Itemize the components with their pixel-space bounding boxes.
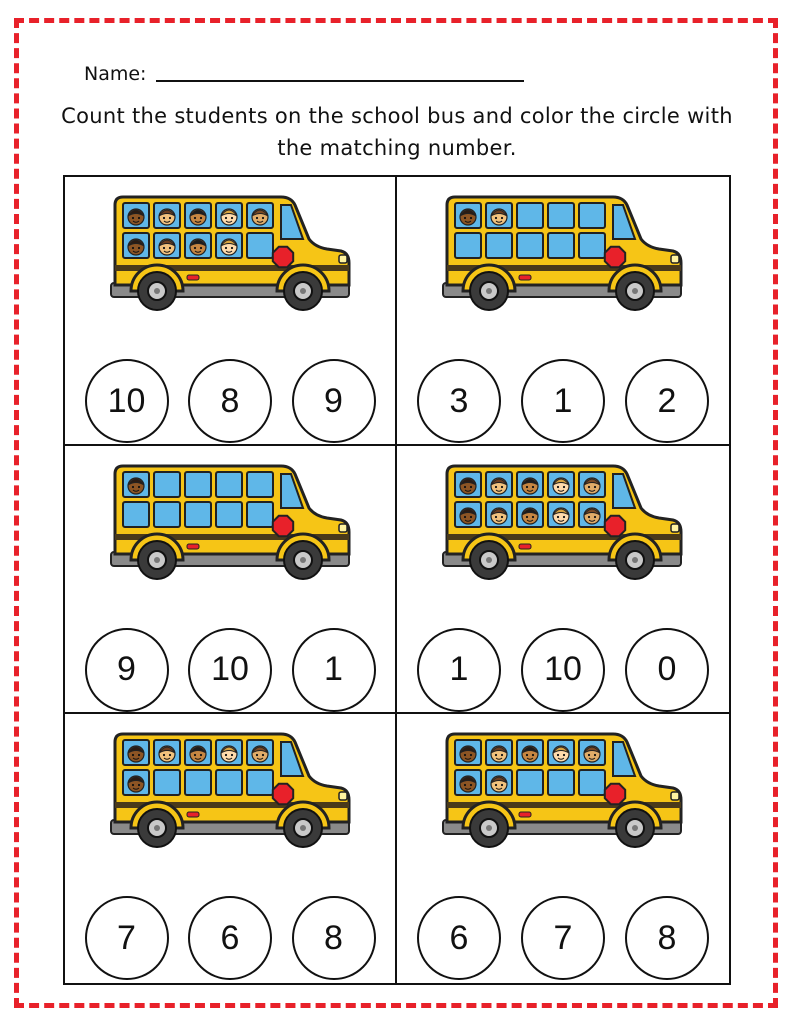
bus-window [154,472,180,497]
stop-sign-icon [273,784,293,804]
student-face [221,746,237,762]
school-bus-icon [437,460,689,600]
student-face [491,478,507,494]
student-face [491,746,507,762]
bus-window [185,770,211,795]
school-bus-icon [437,191,689,331]
bus-window [548,203,574,228]
answer-circle[interactable]: 6 [188,896,272,980]
answer-circle[interactable]: 7 [521,896,605,980]
student-face [159,209,175,225]
counting-grid [63,175,731,985]
counting-cell [65,446,397,715]
student-face [190,209,206,225]
bus-window [579,770,605,795]
counting-cell [397,177,729,446]
counting-cell [397,714,729,983]
bus-window [154,502,180,527]
bus-window [185,502,211,527]
answer-circle[interactable]: 3 [417,359,501,443]
student-face [128,209,144,225]
student-face [553,746,569,762]
student-face [128,239,144,255]
counting-cell [65,714,397,983]
student-face [584,508,600,524]
student-face [252,746,268,762]
student-face [159,239,175,255]
answer-circle[interactable]: 9 [292,359,376,443]
student-face [553,478,569,494]
student-face [491,508,507,524]
student-face [522,478,538,494]
student-face [584,746,600,762]
instructions: Count the students on the school bus and color the circle with the matching number. [61,104,733,160]
student-face [190,239,206,255]
headlight [671,792,679,800]
bus-window [216,502,242,527]
name-label: Name: [84,63,147,85]
answer-choices [397,359,729,443]
student-face [522,508,538,524]
stop-sign-icon [273,515,293,535]
bus-window [517,770,543,795]
student-face [522,746,538,762]
answer-circle[interactable]: 6 [417,896,501,980]
bus-window [455,233,481,258]
student-face [553,508,569,524]
student-face [252,209,268,225]
answer-choices [397,628,729,712]
student-face [460,478,476,494]
bus-window [517,233,543,258]
school-bus-icon [105,191,357,331]
headlight [671,255,679,263]
answer-circle[interactable]: 1 [521,359,605,443]
student-face [491,776,507,792]
answer-choices [65,359,395,443]
bus-window [216,770,242,795]
student-face [460,209,476,225]
answer-choices [65,628,395,712]
answer-circle[interactable]: 0 [625,628,709,712]
answer-circle[interactable]: 7 [85,896,169,980]
headlight [339,792,347,800]
bus-window [579,203,605,228]
answer-circle[interactable]: 10 [85,359,169,443]
name-row [84,56,524,86]
student-face [221,239,237,255]
bus-window [247,472,273,497]
stop-sign-icon [605,515,625,535]
counting-cell [397,446,729,715]
stop-sign-icon [605,784,625,804]
student-face [221,209,237,225]
bus-window [247,502,273,527]
student-face [128,776,144,792]
school-bus-icon [105,728,357,868]
answer-circle[interactable]: 8 [625,896,709,980]
bus-window [247,770,273,795]
answer-circle[interactable]: 2 [625,359,709,443]
student-face [491,209,507,225]
answer-choices [397,896,729,980]
bus-window [486,233,512,258]
bus-window [548,770,574,795]
answer-circle[interactable]: 1 [292,628,376,712]
answer-circle[interactable]: 10 [188,628,272,712]
stop-sign-icon [605,247,625,267]
student-face [159,746,175,762]
bus-window [548,233,574,258]
student-face [460,776,476,792]
student-face [460,508,476,524]
name-write-line[interactable] [156,80,524,82]
answer-circle[interactable]: 10 [521,628,605,712]
headlight [339,255,347,263]
answer-choices [65,896,395,980]
student-face [584,478,600,494]
student-face [128,746,144,762]
school-bus-icon [437,728,689,868]
student-face [128,478,144,494]
headlight [671,524,679,532]
bus-window [579,233,605,258]
bus-window [216,472,242,497]
stop-sign-icon [273,247,293,267]
answer-circle[interactable]: 8 [292,896,376,980]
headlight [339,524,347,532]
answer-circle[interactable]: 8 [188,359,272,443]
bus-window [123,502,149,527]
answer-circle[interactable]: 1 [417,628,501,712]
bus-window [247,233,273,258]
school-bus-icon [105,460,357,600]
bus-window [185,472,211,497]
counting-cell [65,177,397,446]
student-face [460,746,476,762]
bus-window [154,770,180,795]
answer-circle[interactable]: 9 [85,628,169,712]
bus-window [517,203,543,228]
student-face [190,746,206,762]
